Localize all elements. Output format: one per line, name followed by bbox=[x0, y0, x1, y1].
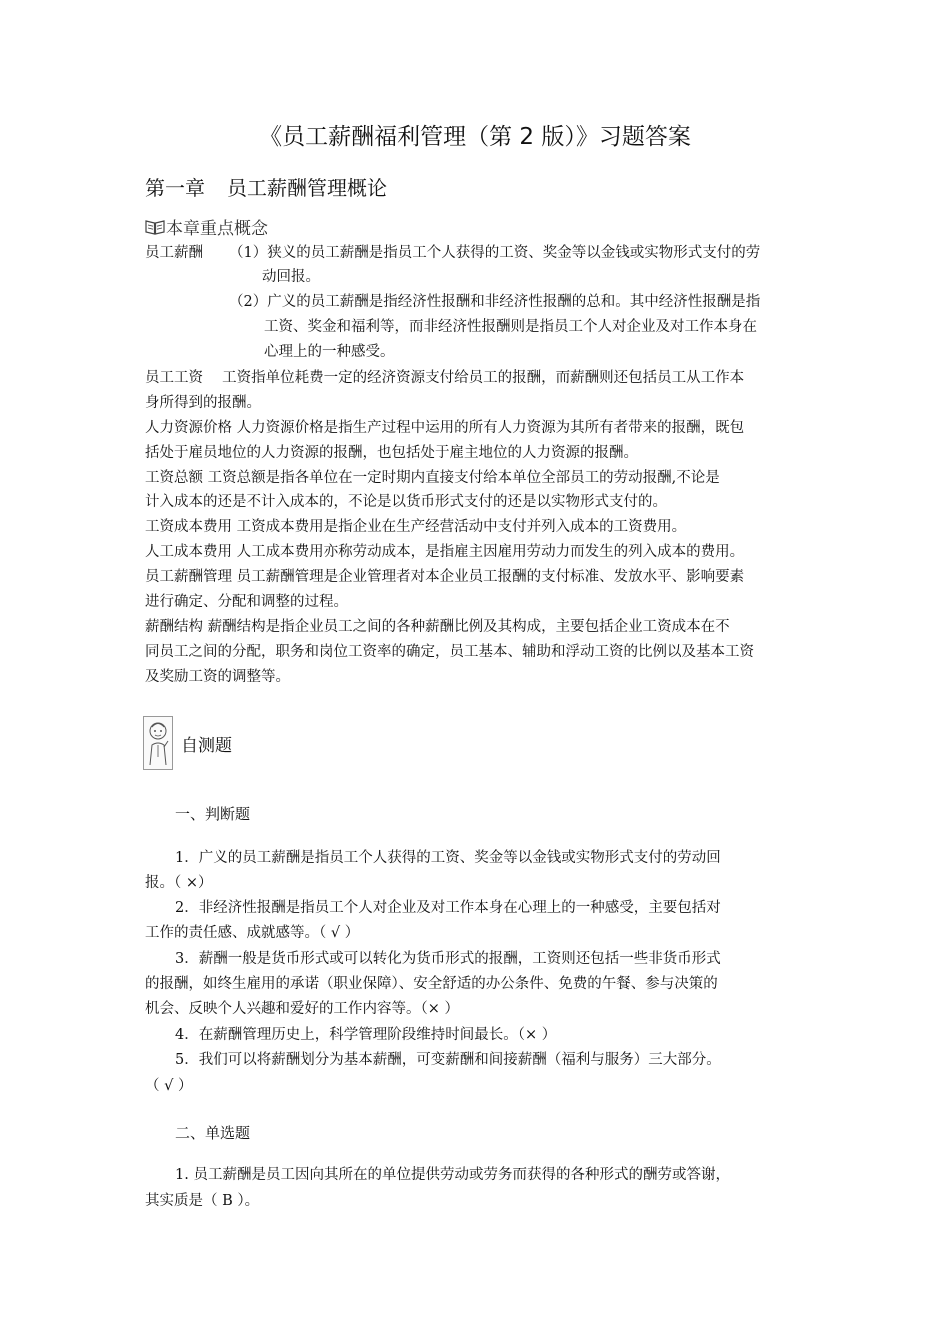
concept-text-line: （1）狭义的员工薪酬是指员工个人获得的工资、奖金等以金钱或实物形式支付的劳 bbox=[229, 245, 761, 261]
document-title: 《员工薪酬福利管理（第 2 版）》习题答案 bbox=[259, 124, 691, 150]
chapter-heading bbox=[145, 172, 387, 201]
concept-text-line: 员工薪酬管理 员工薪酬管理是企业管理者对本企业员工报酬的支付标准、发放水平、影响要素 bbox=[145, 569, 745, 585]
question-line: 其实质是（ B ）。 bbox=[145, 1193, 260, 1209]
concept-text-line: 员工工资 工资指单位耗费一定的经济资源支付给员工的报酬，而薪酬则还包括员工从工作本 bbox=[145, 370, 745, 386]
concept-text-line: 人力资源价格 人力资源价格是指生产过程中运用的所有人力资源为其所有者带来的报酬，既包 bbox=[145, 420, 745, 436]
key-concepts-label: 本章重点概念 bbox=[166, 219, 268, 239]
question-line: 工作的责任感、成就感等。（ √ ） bbox=[145, 925, 360, 941]
question-line: 2．非经济性报酬是指员工个人对企业及对工作本身在心理上的一种感受，主要包括对 bbox=[175, 900, 721, 916]
concept-text-line: 工资总额 工资总额是指各单位在一定时期内直接支付给本单位全部员工的劳动报酬,不论是 bbox=[145, 470, 720, 486]
question-line: 1．广义的员工薪酬是指员工个人获得的工资、奖金等以金钱或实物形式支付的劳动回 bbox=[175, 850, 721, 866]
question-line: 4．在薪酬管理历史上，科学管理阶段维持时间最长。（× ） bbox=[175, 1027, 557, 1043]
chapter-name: 员工薪酬管理概论 bbox=[227, 176, 387, 200]
question-line: 机会、反映个人兴趣和爱好的工作内容等。（× ） bbox=[145, 1001, 460, 1017]
concept-text-line: 动回报。 bbox=[262, 269, 320, 285]
self-test-label: 自测题 bbox=[181, 735, 232, 756]
open-book-icon bbox=[145, 218, 165, 236]
concept-text-line: 身所得到的报酬。 bbox=[145, 395, 261, 411]
concept-text-line: 人工成本费用 人工成本费用亦称劳动成本，是指雇主因雇用劳动力而发生的列入成本的费用。 bbox=[145, 544, 745, 560]
concept-text-line: 计入成本的还是不计入成本的，不论是以货币形式支付的还是以实物形式支付的。 bbox=[145, 494, 667, 510]
concept-text-line: 工资成本费用 工资成本费用是指企业在生产经营活动中支付并列入成本的工资费用。 bbox=[145, 519, 687, 535]
concept-term: 员工薪酬 bbox=[145, 245, 203, 261]
section-heading-true-false: 一、判断题 bbox=[175, 805, 251, 823]
question-line: 3．薪酬一般是货币形式或可以转化为货币形式的报酬，工资则还包括一些非货币形式 bbox=[175, 951, 721, 967]
concept-text-line: （2）广义的员工薪酬是指经济性报酬和非经济性报酬的总和。其中经济性报酬是指 bbox=[229, 294, 761, 310]
thinking-person-icon bbox=[143, 716, 173, 770]
concept-text-line: 薪酬结构 薪酬结构是指企业员工之间的各种薪酬比例及其构成，主要包括企业工资成本在不 bbox=[145, 619, 730, 635]
self-test-heading bbox=[143, 716, 232, 770]
concept-text-line: 及奖励工资的调整等。 bbox=[145, 669, 290, 685]
question-line: 1. 员工薪酬是员工因向其所在的单位提供劳动或劳务而获得的各种形式的酬劳或答谢， bbox=[175, 1167, 730, 1183]
question-line: 的报酬，如终生雇用的承诺（职业保障）、安全舒适的办公条件、免费的午餐、参与决策的 bbox=[145, 976, 718, 992]
chapter-number: 第一章 bbox=[145, 176, 205, 200]
concept-text-line: 心理上的一种感受。 bbox=[264, 344, 395, 360]
question-line: 报。（ ×） bbox=[145, 875, 213, 891]
concept-text-line: 括处于雇员地位的人力资源的报酬，也包括处于雇主地位的人力资源的报酬。 bbox=[145, 445, 638, 461]
concept-text-line: 工资、奖金和福利等，而非经济性报酬则是指员工个人对企业及对工作本身在 bbox=[264, 319, 757, 335]
concept-text-line: 进行确定、分配和调整的过程。 bbox=[145, 594, 348, 610]
key-concepts-heading bbox=[145, 214, 268, 239]
question-line: （ √ ） bbox=[145, 1078, 193, 1094]
question-line: 5．我们可以将薪酬划分为基本薪酬，可变薪酬和间接薪酬（福利与服务）三大部分。 bbox=[175, 1052, 721, 1068]
concept-text-line: 同员工之间的分配，职务和岗位工资率的确定，员工基本、辅助和浮动工资的比例以及基本工资 bbox=[145, 644, 754, 660]
section-heading-single-choice: 二、单选题 bbox=[175, 1124, 251, 1142]
